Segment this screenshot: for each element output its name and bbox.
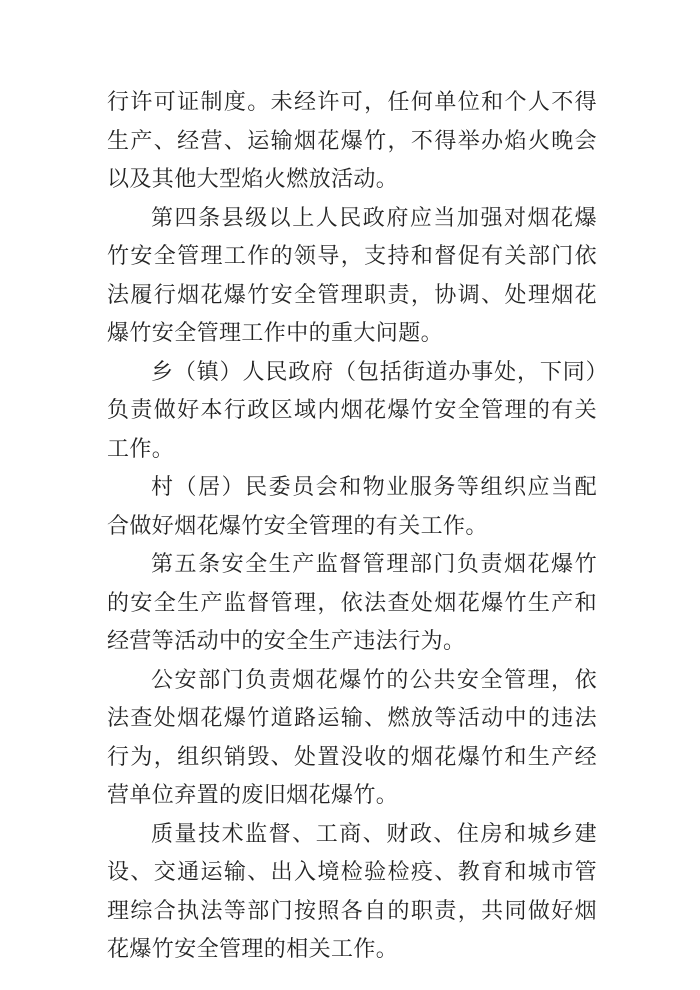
paragraph-village-committee: 村（居）民委员会和物业服务等组织应当配合做好烟花爆竹安全管理的有关工作。: [107, 475, 597, 539]
paragraph-continuation: 行许可证制度。未经许可，任何单位和个人不得生产、经营、运输烟花爆竹，不得举办焰火晚会以及其他大型焰火燃放活动。: [107, 90, 597, 192]
paragraph-township-government: 乡（镇）人民政府（包括街道办事处，下同）负责做好本行政区域内烟花爆竹安全管理的有关工作。: [107, 359, 597, 462]
paragraph-article-5: 第五条安全生产监督管理部门负责烟花爆竹的安全生产监督管理，依法查处烟花爆竹生产和经营等活动中的安全生产违法行为。: [107, 552, 597, 654]
paragraph-article-4: 第四条县级以上人民政府应当加强对烟花爆竹安全管理工作的领导，支持和督促有关部门依法履行烟花爆竹安全管理职责，协调、处理烟花爆竹安全管理工作中的重大问题。: [107, 205, 597, 346]
paragraph-public-security: 公安部门负责烟花爆竹的公共安全管理，依法查处烟花爆竹道路运输、燃放等活动中的违法行为，组织销毁、处置没收的烟花爆竹和生产经营单位弃置的废旧烟花爆竹。: [107, 667, 597, 808]
document-body: [107, 84, 597, 970]
paragraph-other-departments: 质量技术监督、工商、财政、住房和城乡建设、交通运输、出入境检验检疫、教育和城市管理综合执法等部门按照各自的职责，共同做好烟花爆竹安全管理的相关工作。: [107, 821, 597, 962]
